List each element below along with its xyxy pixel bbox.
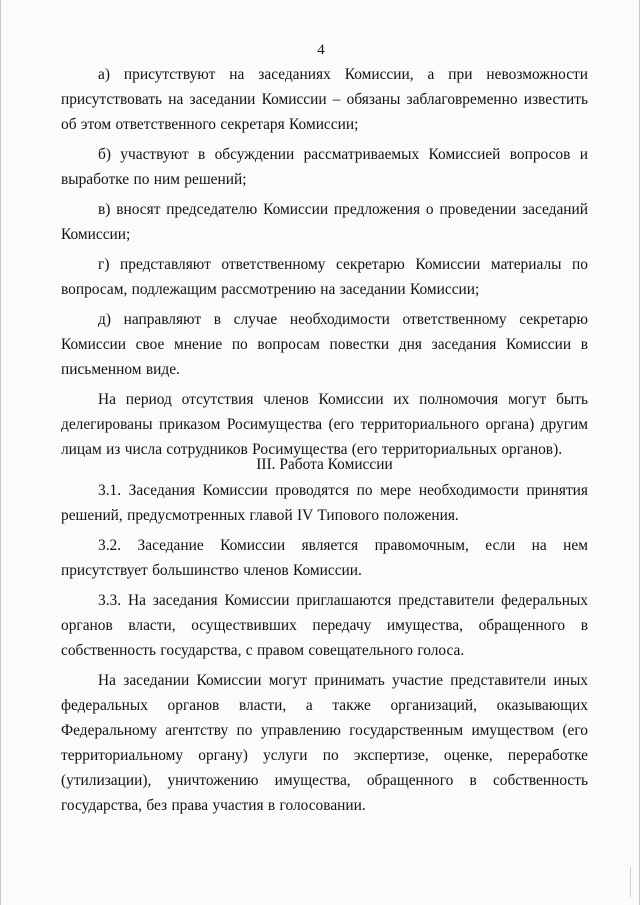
paragraph-d: д) направляют в случае необходимости ответственному секретарю Комиссии свое мнение по вопросам повестки дня заседания Комиссии в письменном виде. — [61, 311, 588, 378]
text-block-duties — [61, 62, 588, 462]
paragraph-3-3: 3.3. На заседания Комиссии приглашаются представители федеральных органов власти, осуществивших передачу имущества, обращенного в собственность государства, с правом совещательного голоса. — [61, 592, 588, 659]
text-block-commission-work — [61, 478, 588, 818]
paragraph-a: а) присутствуют на заседаниях Комиссии, а при невозможности присутствовать на заседании Комиссии – обязаны заблаговременно известить об этом ответственного секретаря Комиссии; — [61, 66, 588, 133]
section-heading: III. Работа Комиссии — [256, 456, 393, 473]
paragraph-delegation: На период отсутствия членов Комиссии их полномочия могут быть делегированы приказом Росимущества (его территориального органа) другим лицам из числа сотрудников Росимущества (его территориальных органов). — [61, 391, 588, 458]
paragraph-v: в) вносят председателю Комиссии предложения о проведении заседаний Комиссии; — [61, 201, 588, 243]
paragraph-b: б) участвуют в обсуждении рассматриваемых Комиссией вопросов и выработке по ним решений; — [61, 146, 588, 188]
paragraph-g: г) представляют ответственному секретарю Комиссии материалы по вопросам, подлежащим рассмотрению на заседании Комиссии; — [61, 256, 588, 298]
paragraph-participants: На заседании Комиссии могут принимать участие представители иных федеральных органов власти, а также организаций, оказывающих Федеральному агентству по управлению государственным имуществом (его территориальному органу) услуги по экспертизе, оценке, переработке (утилизации), уничтожению имущества, обращенного в собственность государства, без права участия в голосовании. — [61, 672, 588, 814]
scan-edge-mark — [630, 867, 631, 897]
paragraph-3-2: 3.2. Заседание Комиссии является правомочным, если на нем присутствует большинство членов Комиссии. — [61, 537, 588, 579]
page-number: 4 — [317, 42, 325, 58]
paragraph-3-1: 3.1. Заседания Комиссии проводятся по мере необходимости принятия решений, предусмотренных главой IV Типового положения. — [61, 482, 588, 524]
section-heading-block — [61, 452, 588, 477]
